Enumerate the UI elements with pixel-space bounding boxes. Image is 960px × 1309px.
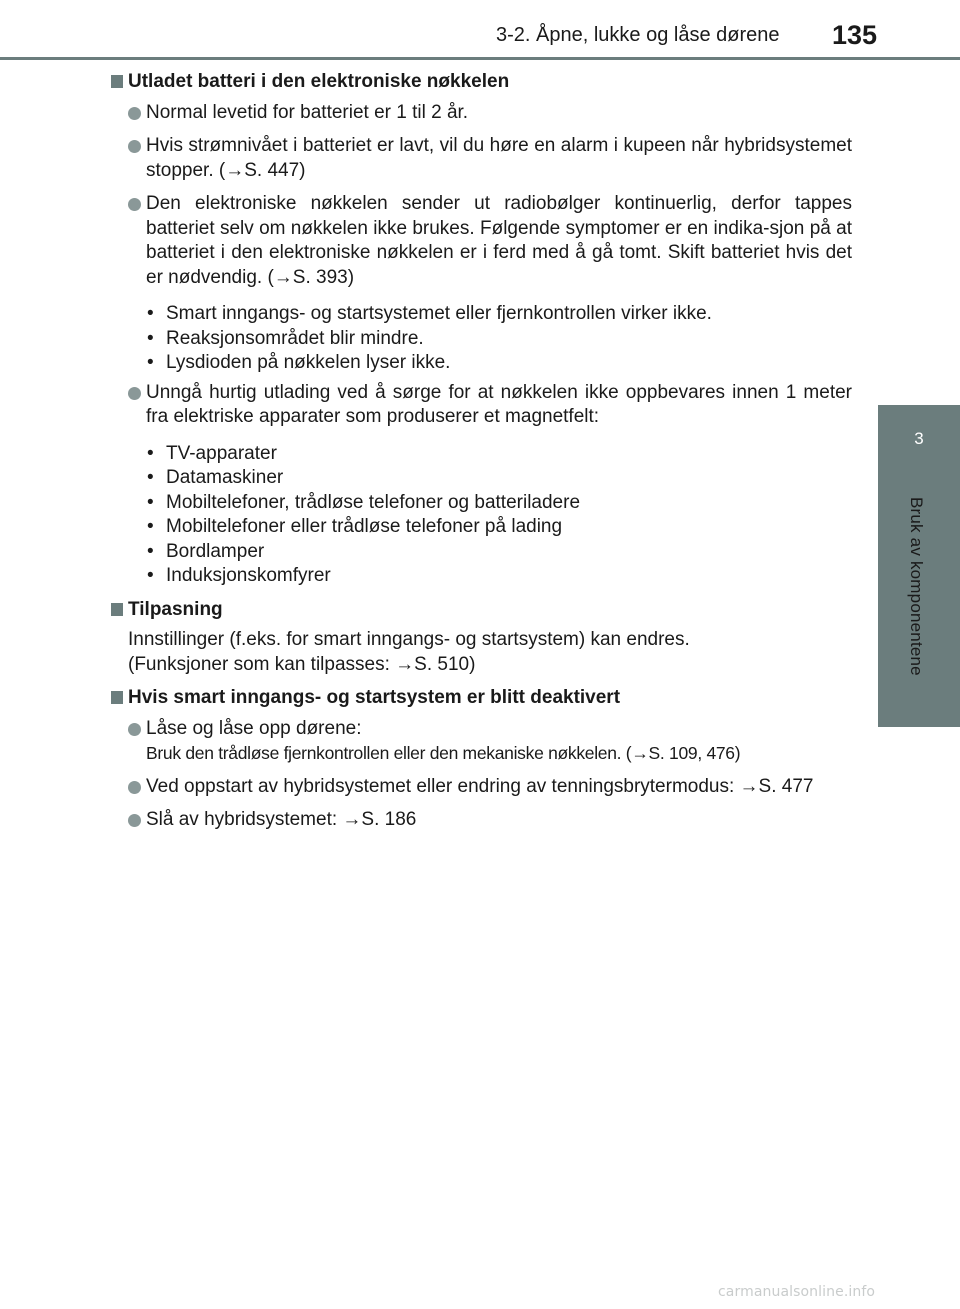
bullet-dot-icon: • [147,303,154,324]
chapter-label: Bruk av komponentene [907,497,926,676]
section-heading-text: Hvis smart inngangs- og startsystem er blitt deaktivert [128,687,621,708]
sub-list-item: • Induksjonskomfyrer [110,564,852,589]
list-item-text: Unngå hurtig utlading ved å sørge for at nøkkelen ikke oppbevares innen 1 meter fra elektriske apparater som produserer et magnetfelt: [146,381,852,427]
bullet-dot-icon: • [147,516,154,537]
section-paragraph [110,628,852,677]
list-item [110,775,852,800]
bullet-dot-icon: • [147,352,154,373]
section-square-icon [111,691,123,704]
bullet-dot-icon: • [147,540,154,562]
bullet-circle-icon [128,814,141,827]
bullet-dot-icon: • [147,467,154,488]
list-item [110,808,852,833]
section-heading [110,598,852,623]
list-item [110,134,852,183]
sub-list-item: • Mobiltelefoner, trådløse telefoner og batteriladere [110,491,852,516]
appliance-list [110,442,852,589]
page-content [110,70,852,842]
section-heading [110,686,852,711]
sub-list-item: • Datamaskiner [110,466,852,491]
bullet-circle-icon [128,387,141,400]
paragraph-line: (Funksjoner som kan tilpasses: →S. 510) [128,653,476,675]
section-title: 3-2. Åpne, lukke og låse dørene [496,24,780,46]
section-heading-text: Utladet batteri i den elektroniske nøkkelen [128,71,510,92]
symptom-list [110,302,852,376]
list-item-text: Låse og låse opp dørene: [146,717,362,739]
list-item [110,717,852,766]
bullet-circle-icon [128,723,141,736]
list-item [110,381,852,430]
sub-list-item: • Bordlamper [110,540,852,565]
list-item-text: Hvis strømnivået i batteriet er lavt, vil du høre en alarm i kupeen når hybridsystemet stopper. (→S. 447) [146,135,852,181]
list-item-text: Den elektroniske nøkkelen sender ut radiobølger kontinuerlig, derfor tappes batteriet selv om nøkkelen ikke brukes. Følgende symptomer er en indika-sjon på at batteriet i den elektroniske nøkkelen er i ferd med å gå tomt. Skift batteriet hvis det er nødvendig. (→S. 393) [146,193,852,288]
header-divider [0,57,960,60]
list-item [110,192,852,290]
bullet-circle-icon [128,198,141,211]
sub-list-item: • Reaksjonsområdet blir mindre. [110,327,852,352]
page-number: 135 [832,20,878,50]
paragraph-line: Innstillinger (f.eks. for smart inngangs- og startsystem) kan endres. [128,629,690,650]
list-item-note: Bruk den trådløse fjernkontrollen eller den mekaniske nøkkelen. (→S. 109, 476) [146,743,741,763]
section-square-icon [111,603,123,616]
section-square-icon [111,75,123,88]
sub-list-item: • TV-apparater [110,442,852,467]
sub-list-item: • Mobiltelefoner eller trådløse telefoner på lading [110,515,852,540]
list-item-text: Normal levetid for batteriet er 1 til 2 år. [146,101,469,123]
bullet-dot-icon: • [147,442,154,464]
sub-list-item: • Smart inngangs- og startsystemet eller fjernkontrollen virker ikke. [110,302,852,327]
sub-list-item: • Lysdioden på nøkkelen lyser ikke. [110,351,852,376]
bullet-dot-icon: • [147,327,154,349]
bullet-circle-icon [128,107,141,120]
list-item-text: Ved oppstart av hybridsystemet eller endring av tenningsbrytermodus: →S. 477 [146,775,814,797]
bullet-circle-icon [128,140,141,153]
list-item-text: Slå av hybridsystemet: →S. 186 [146,809,417,830]
bullet-dot-icon: • [147,491,154,513]
section-heading-text: Tilpasning [128,598,223,620]
section-heading [110,70,852,95]
bullet-dot-icon: • [147,565,154,586]
bullet-circle-icon [128,781,141,794]
watermark-text: carmanualsonline.info [718,1284,876,1300]
chapter-number: 3 [914,429,924,448]
list-item [110,101,852,126]
